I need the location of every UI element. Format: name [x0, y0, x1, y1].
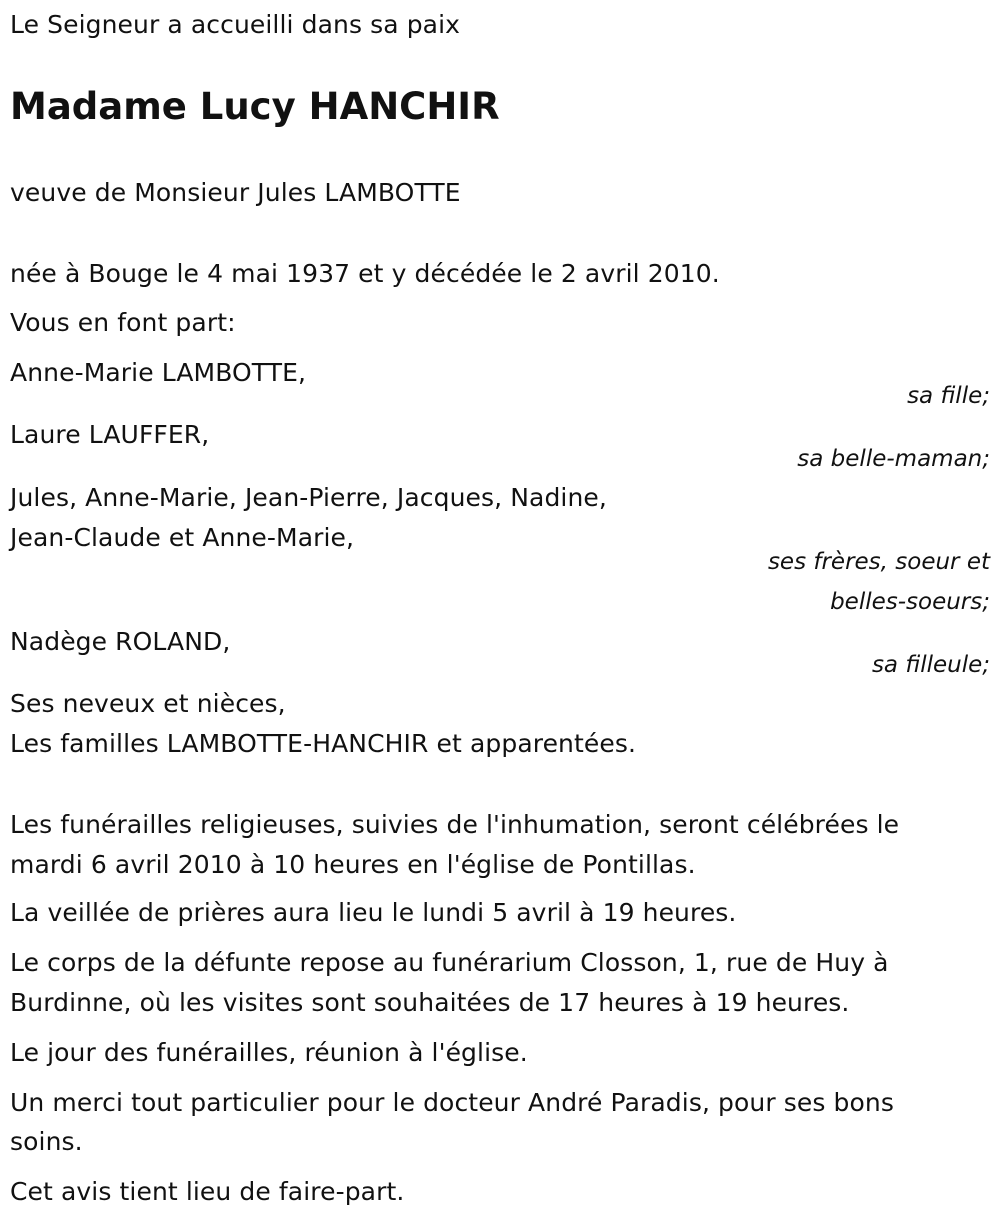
- meeting-text: Le jour des funérailles, réunion à l'église.: [10, 1038, 528, 1067]
- family-others-line: Les familles LAMBOTTE-HANCHIR et apparentées.: [10, 729, 637, 758]
- family-member-relation: ses frères, soeur et: [767, 549, 990, 575]
- body-location-text: Le corps de la défunte repose au funérarium Closson, 1, rue de Huy à: [10, 948, 889, 977]
- vigil-text: La veillée de prières aura lieu le lundi 5 avril à 19 heures.: [10, 898, 737, 927]
- family-member-name: Nadège ROLAND,: [10, 627, 231, 656]
- deceased-name: Madame Lucy HANCHIR: [10, 85, 500, 128]
- family-member-name: Anne-Marie LAMBOTTE,: [10, 358, 307, 387]
- family-member-relation: sa belle-maman;: [797, 446, 990, 472]
- family-member-relation: sa fille;: [907, 383, 990, 409]
- family-others-line: Ses neveux et nièces,: [10, 689, 286, 718]
- family-member-relation: sa filleule;: [871, 652, 990, 678]
- funeral-text: Les funérailles religieuses, suivies de l'inhumation, seront célébrées le: [10, 810, 900, 839]
- notice-text: Cet avis tient lieu de faire-part.: [10, 1177, 405, 1206]
- family-intro: Vous en font part:: [10, 308, 236, 337]
- funeral-text: mardi 6 avril 2010 à 10 heures en l'église de Pontillas.: [10, 850, 696, 879]
- family-member-name: Laure LAUFFER,: [10, 420, 210, 449]
- thanks-text: Un merci tout particulier pour le docteur André Paradis, pour ses bons: [10, 1088, 894, 1117]
- family-member-name: Jules, Anne-Marie, Jean-Pierre, Jacques, Nadine,: [10, 483, 607, 512]
- thanks-text: soins.: [10, 1127, 83, 1156]
- family-member-name: Jean-Claude et Anne-Marie,: [10, 523, 355, 552]
- body-location-text: Burdinne, où les visites sont souhaitées de 17 heures à 19 heures.: [10, 988, 850, 1017]
- birth-death-text: née à Bouge le 4 mai 1937 et y décédée le 2 avril 2010.: [10, 259, 720, 288]
- intro-text: Le Seigneur a accueilli dans sa paix: [10, 10, 461, 39]
- spouse-text: veuve de Monsieur Jules LAMBOTTE: [10, 178, 461, 207]
- family-member-relation: belles-soeurs;: [830, 589, 990, 615]
